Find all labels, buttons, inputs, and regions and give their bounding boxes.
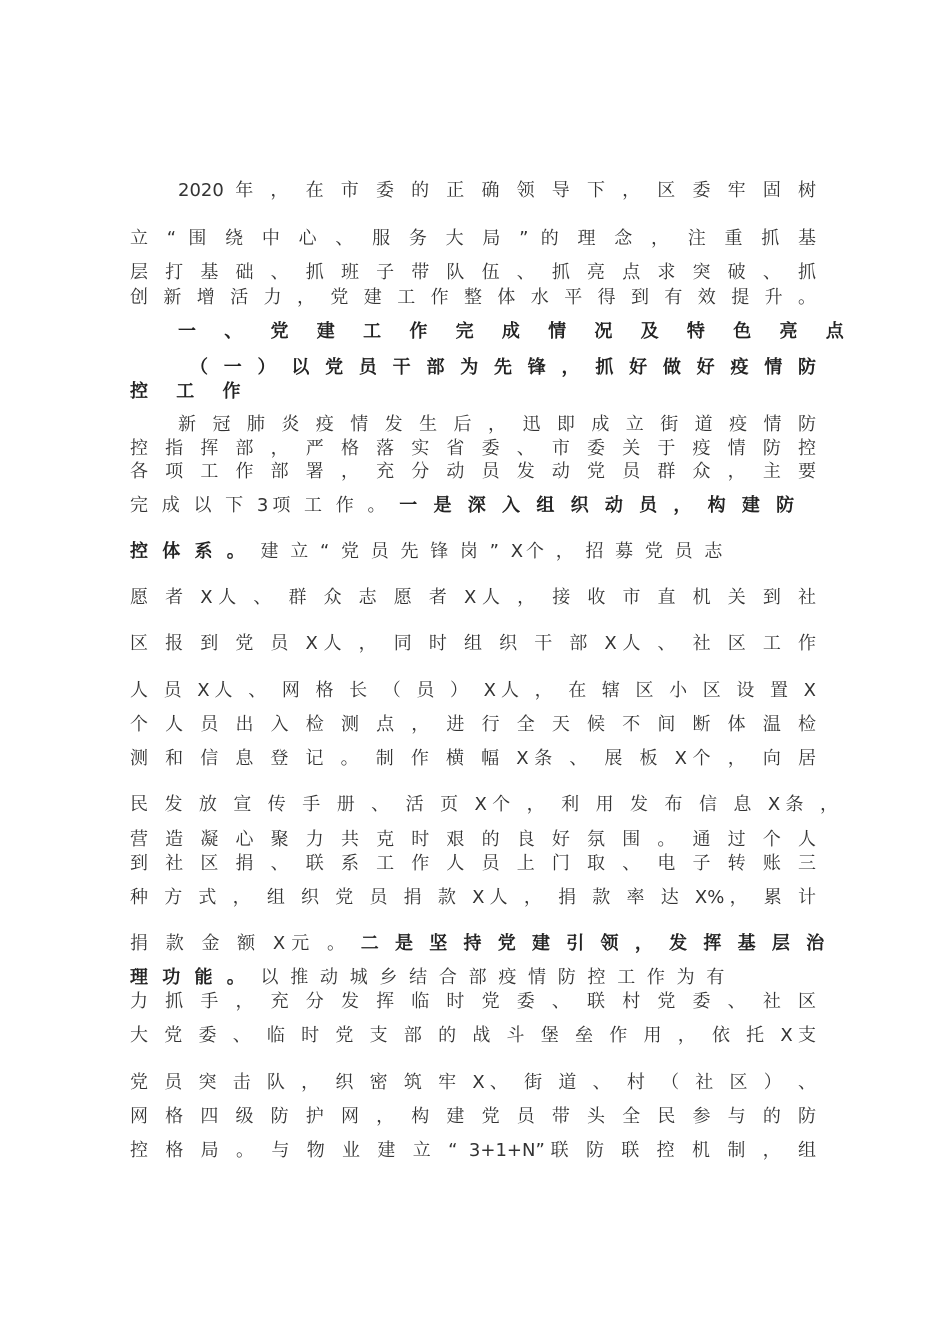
body-line-15-plain: 捐 款 金 额 X元 。 [130, 933, 351, 954]
body-line-14: 种 方 式 ， 组 织 党 员 捐 款 X人 ， 捐 款 率 达 X%， 累 计 [130, 887, 816, 908]
body-line-15-bold: 二 是 坚 持 党 建 引 领 ， 发 挥 基 层 治 [360, 933, 830, 954]
body-line-21: 控 格 局 。 与 物 业 建 立 “ 3+1+N”联 防 联 控 机 制 ， 组 [130, 1140, 816, 1161]
body-line-4-plain: 完 成 以 下 3项 工 作 。 [130, 495, 390, 516]
body-line-3: 各 项 工 作 部 署 ， 充 分 动 员 发 动 党 员 群 众 ， 主 要 [130, 461, 816, 482]
body-line-5 [130, 538, 816, 566]
body-line-4 [130, 492, 816, 520]
body-line-8: 人 员 X人 、 网 格 长 （ 员 ） X人 ， 在 辖 区 小 区 设 置 X [130, 680, 816, 701]
body-line-13: 到 社 区 捐 、 联 系 工 作 人 员 上 门 取 、 电 子 转 账 三 [130, 853, 816, 874]
body-line-9: 个 人 员 出 入 检 测 点 ， 进 行 全 天 候 不 间 断 体 温 检 [130, 714, 816, 735]
body-line-7: 区 报 到 党 员 X人 ， 同 时 组 织 干 部 X人 、 社 区 工 作 [130, 633, 816, 654]
body-line-5-plain: 建 立 “ 党 员 先 锋 岗 ” X个 ， 招 募 党 员 志 [260, 541, 726, 562]
body-line-16-bold: 理 功 能 。 [130, 967, 249, 988]
body-line-20: 网 格 四 级 防 护 网 ， 构 建 党 员 带 头 全 民 参 与 的 防 [130, 1106, 816, 1127]
subsection-heading-1a: （ 一 ） 以 党 员 干 部 为 先 锋 ， 抓 好 做 好 疫 情 防 [190, 357, 816, 378]
body-line-1: 新 冠 肺 炎 疫 情 发 生 后 ， 迅 即 成 立 街 道 疫 情 防 [178, 414, 816, 435]
body-line-17: 力 抓 手 ， 充 分 发 挥 临 时 党 委 、 联 村 党 委 、 社 区 [130, 991, 816, 1012]
section-heading-1: 一 、 党 建 工 作 完 成 情 况 及 特 色 亮 点 [178, 321, 855, 342]
body-line-15 [130, 930, 830, 958]
body-line-18: 大 党 委 、 临 时 党 支 部 的 战 斗 堡 垒 作 用 ， 依 托 X支 [130, 1025, 816, 1046]
intro-line-2: 立 “ 围 绕 中 心 、 服 务 大 局 ” 的 理 念 ， 注 重 抓 基 [130, 228, 816, 249]
body-line-11: 民 发 放 宣 传 手 册 、 活 页 X个 ， 利 用 发 布 信 息 X条 ， [130, 794, 838, 815]
body-line-19: 党 员 突 击 队 ， 织 密 筑 牢 X、 街 道 、 村 （ 社 区 ） 、 [130, 1072, 816, 1093]
body-line-10: 测 和 信 息 登 记 。 制 作 横 幅 X条 、 展 板 X个 ， 向 居 [130, 748, 816, 769]
body-line-6: 愿 者 X人 、 群 众 志 愿 者 X人 ， 接 收 市 直 机 关 到 社 [130, 587, 816, 608]
intro-line-4: 创 新 增 活 力 ， 党 建 工 作 整 体 水 平 得 到 有 效 提 升 。 [130, 287, 816, 308]
body-line-12: 营 造 凝 心 聚 力 共 克 时 艰 的 良 好 氛 围 。 通 过 个 人 [130, 829, 816, 850]
intro-line-1: 2020 年 ， 在 市 委 的 正 确 领 导 下 ， 区 委 牢 固 树 [178, 180, 816, 201]
body-line-5-bold: 控 体 系 。 [130, 541, 249, 562]
body-line-2: 控 指 挥 部 ， 严 格 落 实 省 委 、 市 委 关 于 疫 情 防 控 [130, 438, 816, 459]
intro-line-3: 层 打 基 础 、 抓 班 子 带 队 伍 、 抓 亮 点 求 突 破 、 抓 [130, 262, 816, 283]
body-line-4-bold: 一 是 深 入 组 织 动 员 ， 构 建 防 [399, 495, 800, 516]
subsection-heading-1b: 控 工 作 [130, 381, 252, 402]
body-line-16-plain: 以 推 动 城 乡 结 合 部 疫 情 防 控 工 作 为 有 [260, 967, 728, 988]
